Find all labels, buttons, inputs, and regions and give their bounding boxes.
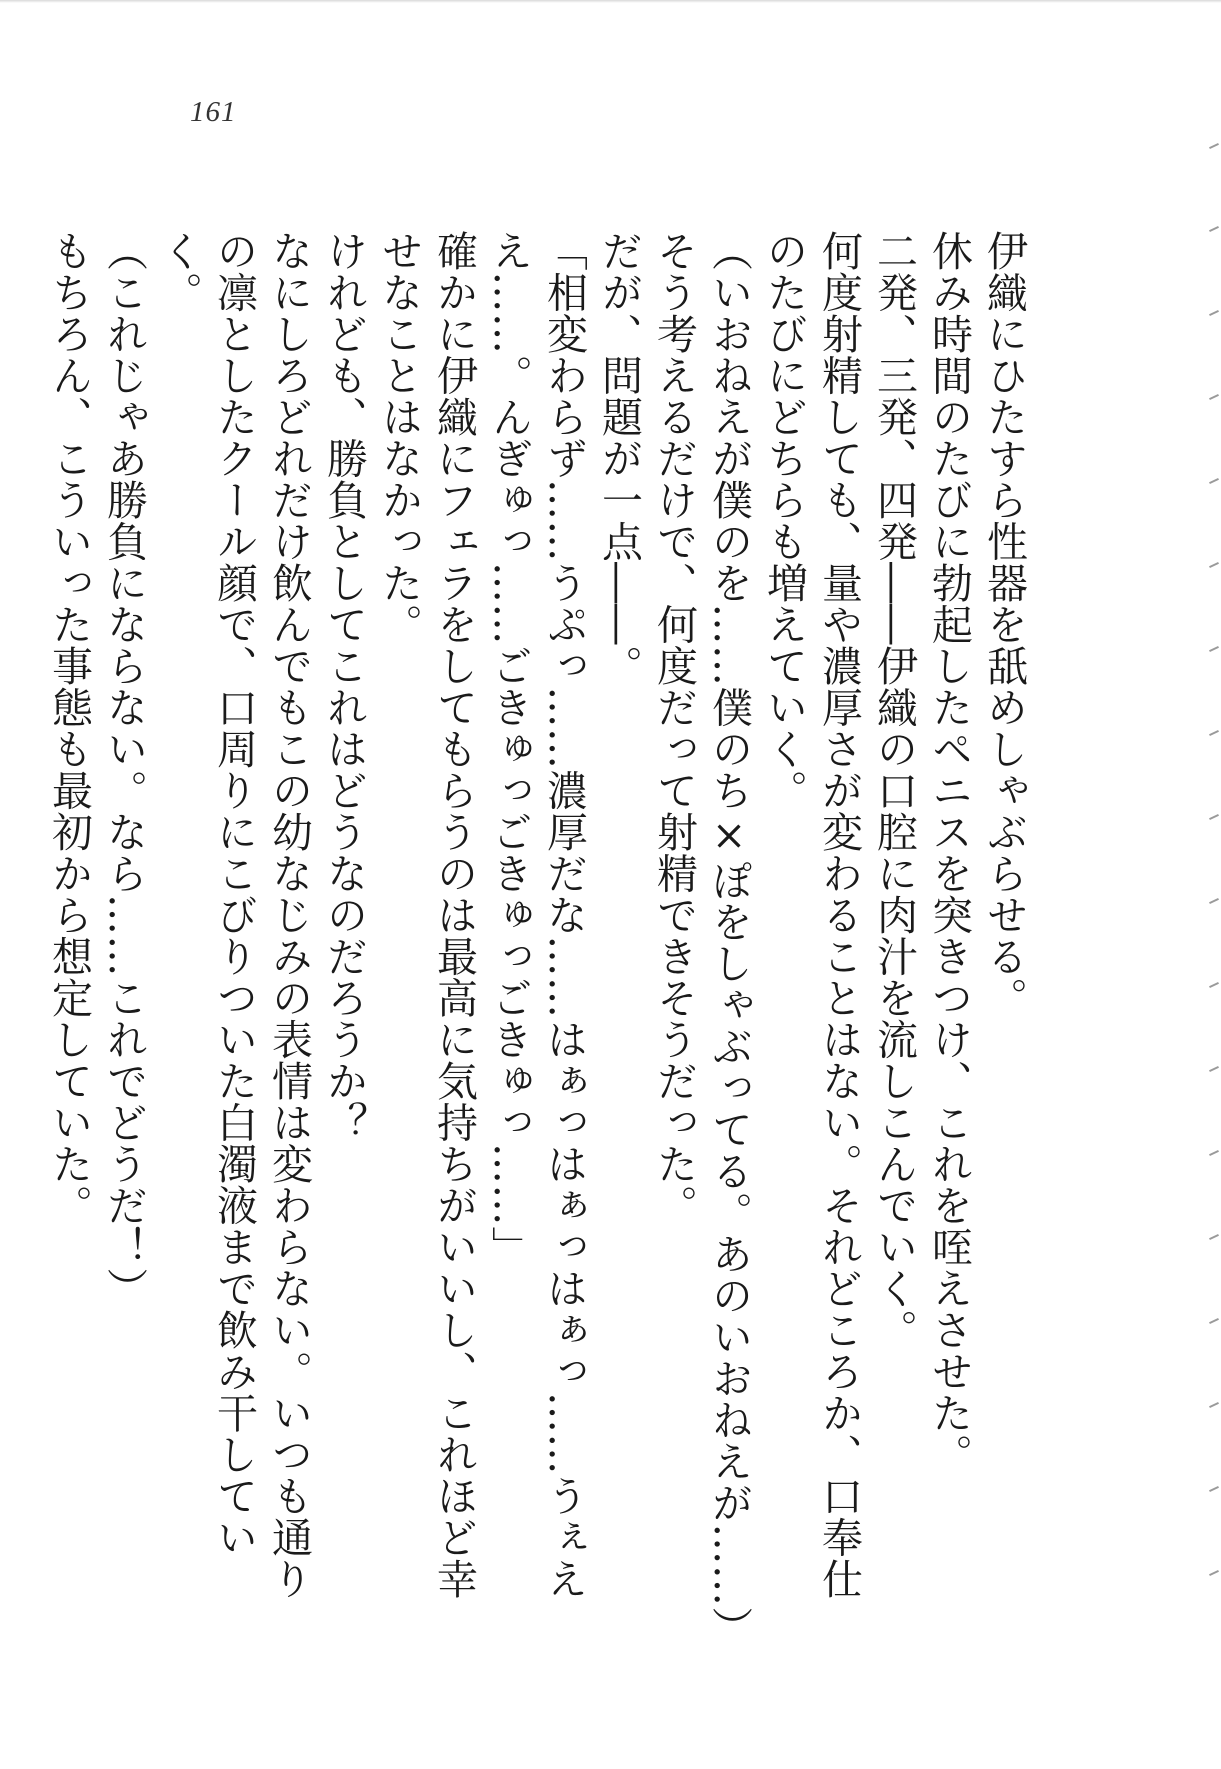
- page-edge-marks: [1201, 0, 1221, 1769]
- paragraph: 伊織にひたすら性器を舐めしゃぶらせる。: [980, 230, 1028, 1019]
- body-text: [41, 230, 1031, 1648]
- edge-mark: [1209, 1066, 1219, 1072]
- paragraph: なにしろどれだけ飲んでもこの幼なじみの表情は変わらない。いつも通りの凛としたクール顔で、口周りにこびりついた白濁液まで飲み干していく。: [155, 230, 313, 1600]
- paragraph: 「相変わらず……うぷっ……濃厚だな……はぁっはぁっはぁっ……うぇええ……。んぎゅっ……ごきゅっごきゅっごきゅっ……」: [485, 230, 588, 1600]
- paragraph: 二発、三発、四発――伊織の口腔に肉汁を流しこんでいく。: [870, 230, 918, 1351]
- edge-mark: [1209, 1234, 1219, 1240]
- paragraph: 確かに伊織にフェラをしてもらうのは最高に気持ちがいいし、これほど幸せなことはなかった。: [375, 230, 478, 1600]
- edge-mark: [1209, 226, 1219, 232]
- edge-mark: [1209, 1402, 1219, 1408]
- edge-mark: [1209, 478, 1219, 484]
- paragraph: （いおねえが僕のを……僕のち×ぽをしゃぶってる。あのいおねえが……）: [705, 230, 753, 1648]
- paragraph: だが、問題が一点――。: [595, 230, 643, 687]
- edge-mark: [1209, 562, 1219, 568]
- edge-mark: [1209, 1570, 1219, 1576]
- edge-mark: [1209, 898, 1219, 904]
- paragraph: けれども、勝負としてこれはどうなのだろうか？: [320, 230, 368, 1143]
- paragraph: 休み時間のたびに勃起したペニスを突きつけ、これを咥えさせた。: [925, 230, 973, 1475]
- edge-mark: [1209, 143, 1219, 149]
- edge-mark: [1209, 1150, 1219, 1156]
- edge-mark: [1209, 730, 1219, 736]
- edge-mark: [1209, 982, 1219, 988]
- paragraph: もちろん、こういった事態も最初から想定していた。: [45, 230, 93, 1226]
- edge-mark: [1209, 646, 1219, 652]
- paragraph: そう考えるだけで、何度だって射精できそうだった。: [650, 230, 698, 1226]
- edge-mark: [1209, 1318, 1219, 1324]
- paragraph: （これじゃあ勝負にならない。なら……これでどうだ！）: [100, 230, 148, 1309]
- paragraph: 何度射精しても、量や濃厚さが変わることはない。それどころか、口奉仕のたびにどちらも増えていく。: [760, 230, 863, 1600]
- edge-mark: [1209, 814, 1219, 820]
- page-top-edge: [0, 0, 1221, 3]
- edge-mark: [1209, 394, 1219, 400]
- page-number: 161: [190, 96, 237, 128]
- edge-mark: [1209, 310, 1219, 316]
- edge-mark: [1209, 1486, 1219, 1492]
